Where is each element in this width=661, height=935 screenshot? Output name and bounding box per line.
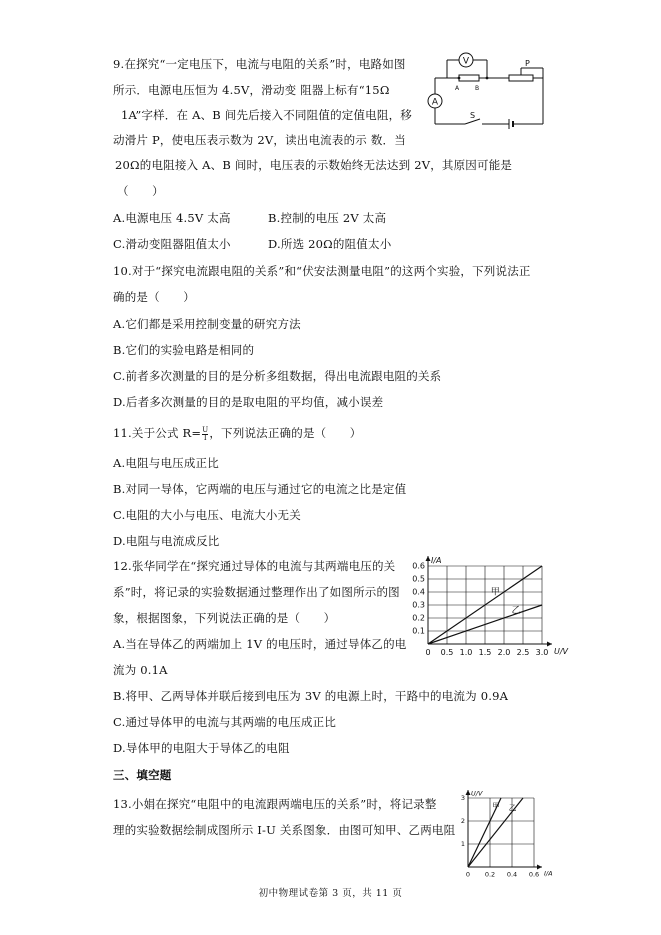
q10-line-2: 确的是（ ） [113,290,195,304]
q11-frac-den: I [203,433,207,442]
terminal-b-label: B [475,85,480,92]
q12-line-2: 系”时，将记录的实验数据通过整理作出了如图所示的图 [113,585,400,599]
q9-option-b: B.控制的电压 2V 太高 [268,211,387,225]
q12-option-b: B.将甲、乙两导体并联后接到电压为 3V 的电源上时，干路中的电流为 0.9A [113,689,509,703]
x-tick-label: 0.6 [528,870,540,879]
q12-option-d: D.导体甲的电阻大于导体乙的电阻 [113,741,290,755]
q9-line-3: 1A”字样．在 A、B 间先后接入不同阻值的定值电阻，移 [121,108,412,122]
q11-option-c: C.电阻的大小与电压、电流大小无关 [113,508,301,522]
q11-option-b: B.对同一导体，它两端的电压与通过它的电流之比是定值 [113,482,407,496]
q9-line-1: 9.在探究“一定电压下，电流与电阻的关系”时，电路如图 [113,57,406,71]
q11-stem-post: ，下列说法正确的是（ ） [209,426,362,440]
q10-option-a: A.它们都是采用控制变量的研究方法 [113,317,301,331]
y-tick-label: 2 [460,817,465,826]
x-tick-label: 2.0 [497,648,511,657]
x-tick-label: 0 [465,870,471,879]
q13-iu-graph [450,786,560,878]
y-tick-label: 0.4 [412,587,425,597]
q9-circuit-diagram [425,48,550,130]
y-tick-label: 0.1 [412,626,425,636]
q11-frac-num: U [202,425,209,434]
series-label-yi: 乙 [508,803,517,813]
q9-option-c: C.滑动变阻器阻值太小 [113,237,231,251]
slider-p-label: P [525,59,530,68]
x-tick-label: 2.5 [516,648,530,657]
q12-iu-graph [412,550,572,665]
y-axis-label: U/V [471,789,483,798]
q9-option-a: A.电源电压 4.5V 太高 [113,211,231,225]
series-label-jia: 甲 [492,801,500,811]
q11-stem [113,426,361,442]
q9-line-4: 动滑片 P，使电压表示数为 2V，读出电流表的示 数．当 [113,133,406,147]
x-tick-label: 1.5 [478,648,492,657]
y-tick-label: 3 [460,794,465,803]
y-tick-label: 0.5 [412,574,425,584]
x-tick-label: 0.4 [506,870,518,879]
x-axis-label: U/V [554,647,569,656]
ammeter-label: A [431,97,439,108]
q12-option-a: A.当在导体乙的两端加上 1V 的电压时，通过导体乙的电 [113,637,407,651]
q10-option-b: B.它们的实验电路是相同的 [113,343,255,357]
q9-line-2: 所示．电源电压恒为 4.5V，滑动变 阻器上标有“15Ω [113,83,390,97]
x-axis-arrow [547,642,552,647]
q13-line-1: 13.小娟在探究“电阻中的电流跟两端电压的关系”时，将记录整 [113,797,437,811]
q10-option-d: D.后者多次测量的目的是取电阻的平均值，减小误差 [113,395,384,409]
q9-line-5: 20Ω的电阻接入 A、B 间时，电压表的示数始终无法达到 2V，其原因可能是 [115,158,513,172]
x-tick-label: 0.5 [440,648,454,657]
x-tick-label: 0.2 [484,870,496,879]
q12-line-1: 12.张华同学在“探究通过导体的电流与其两端电压的关 [113,559,396,573]
q12-option-a-cont: 流为 0.1A [113,663,168,677]
y-tick-label: 1 [460,840,465,849]
switch-s-label: S [470,111,476,120]
y-tick-label: 0.2 [412,613,425,623]
x-axis-label: I/A [544,869,553,878]
q13-line-2: 理的实验数据绘制成图所示 I-U 关系图象．由图可知甲、乙两电阻 [113,823,456,837]
q11-option-a: A.电阻与电压成正比 [113,456,219,470]
section-title-fill-in: 三、填空题 [113,768,172,782]
y-tick-label: 0.3 [412,600,425,610]
q10-option-c: C.前者多次测量的目的是分析多组数据，得出电流跟电阻的关系 [113,369,442,383]
y-axis-arrow [466,790,471,795]
q9-line-6: （ ） [117,184,164,198]
q9-option-d: D.所选 20Ω的阻值太小 [268,237,392,251]
page-footer: 初中物理试卷第 3 页，共 11 页 [258,888,403,899]
x-tick-label: 3.0 [535,648,549,657]
terminal-a-label: A [455,85,460,92]
q11-option-d: D.电阻与电流成反比 [113,534,220,548]
voltmeter-label: V [462,56,470,67]
q12-option-c: C.通过导体甲的电流与其两端的电压成正比 [113,715,337,729]
x-axis-arrow [537,865,542,870]
series-label-yi: 乙 [511,605,521,616]
y-axis-label: I/A [431,556,442,565]
x-tick-label: 0 [425,648,431,657]
q12-line-3: 象，根据图象，下列说法正确的是（ ） [113,611,336,625]
y-axis-arrow [426,556,431,561]
q11-formula-fraction [202,427,208,442]
y-tick-label: 0.6 [412,561,425,571]
series-label-jia: 甲 [490,587,500,598]
x-tick-label: 1.0 [459,648,473,657]
q11-stem-pre: 11.关于公式 R= [113,426,202,440]
q10-line-1: 10.对于“探究电流跟电阻的关系”和“伏安法测量电阻”的这两个实验，下列说法正 [113,264,531,278]
